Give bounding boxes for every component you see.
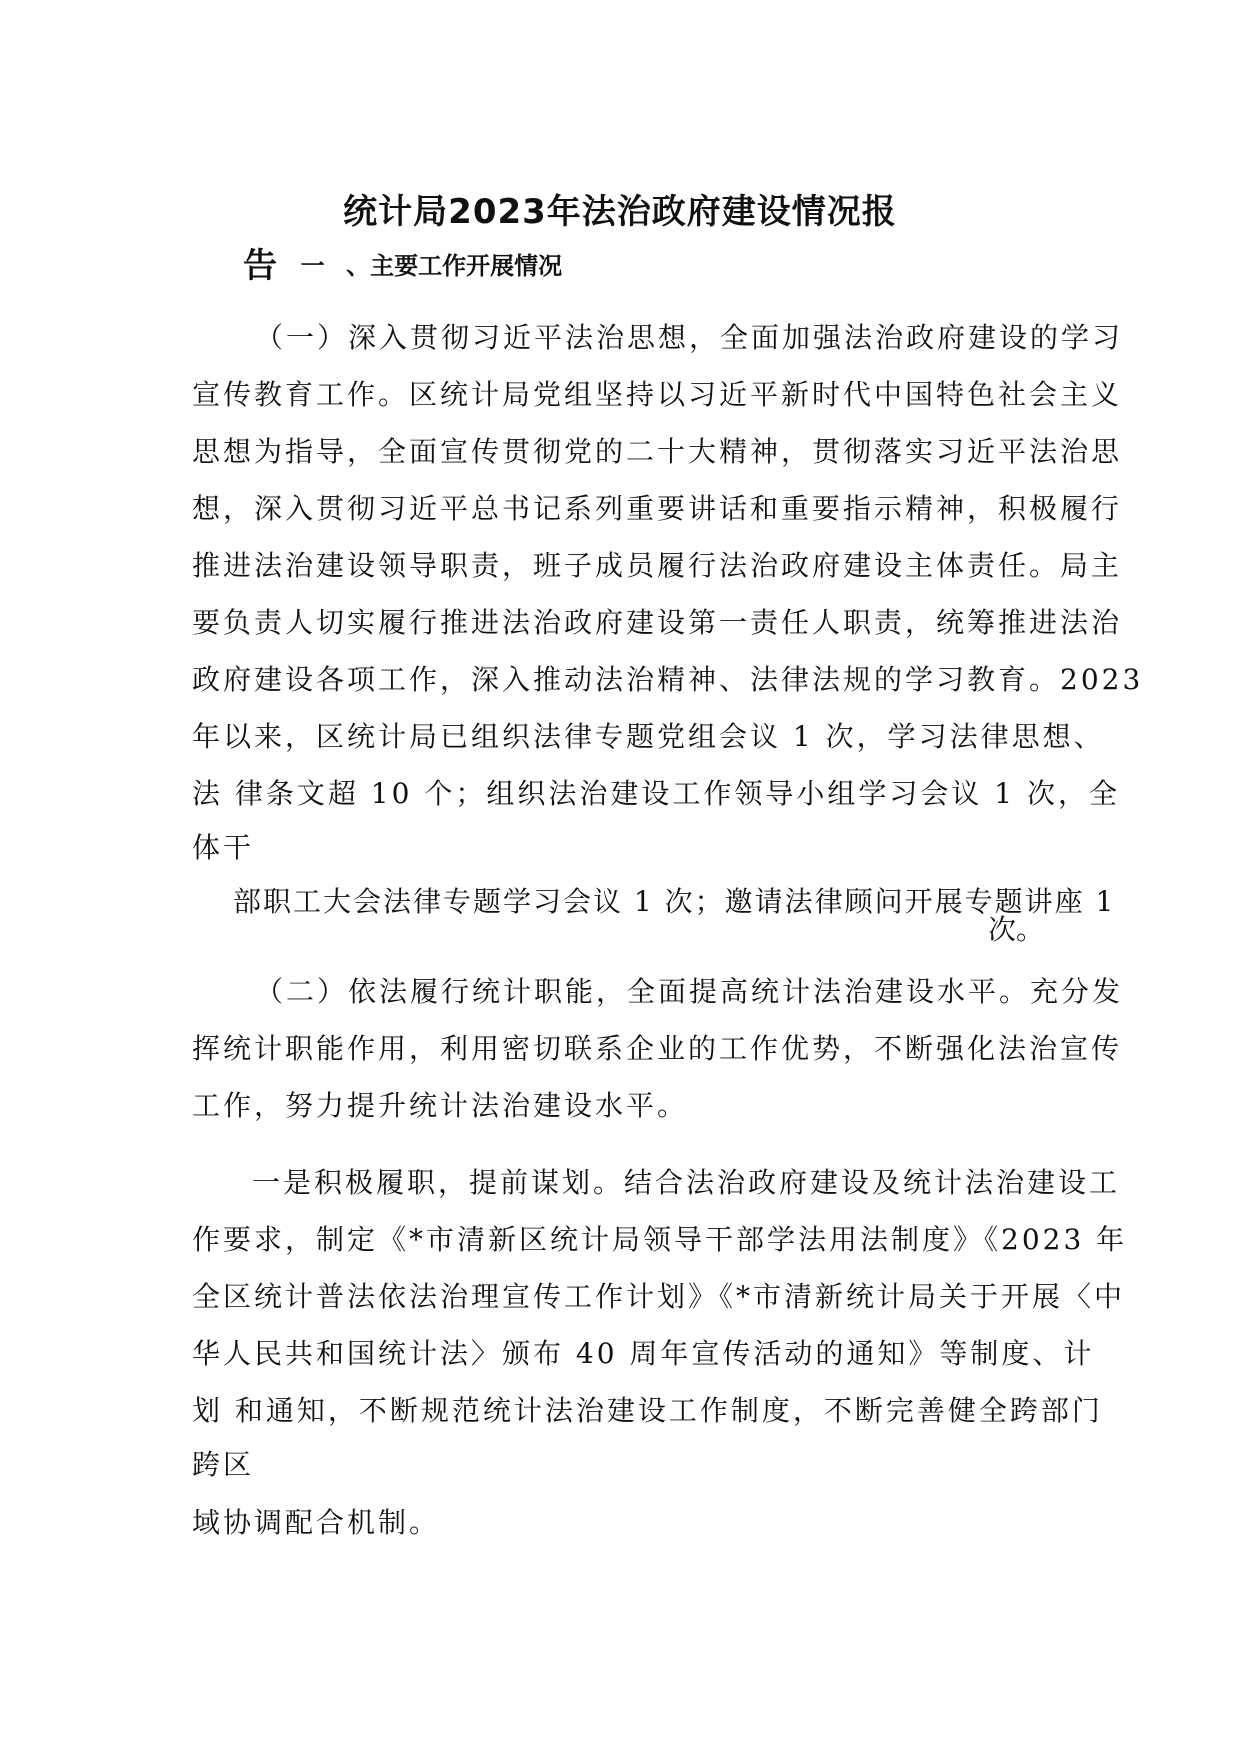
paragraph-1-line: 体干: [192, 831, 255, 864]
paragraph-2-line: 工作，努力提升统计法治建设水平。: [192, 1089, 689, 1122]
paragraph-1-line: 宣传教育工作。区统计局党组坚持以习近平新时代中国特色社会主义: [192, 378, 1123, 411]
title-overflow-char: 告: [243, 246, 277, 286]
section-heading-text: 、主要工作开展情况: [346, 252, 563, 280]
paragraph-1-tail-end: 次。: [987, 913, 1044, 946]
section-number: 一: [300, 252, 325, 280]
paragraph-3-line: 划 和通知，不断规范统计法治建设工作制度，不断完善健全跨部门: [192, 1394, 1103, 1427]
paragraph-3-line: 华人民共和国统计法〉颁布 40 周年宣传活动的通知》等制度、计: [192, 1337, 1095, 1370]
paragraph-1-line: 要负责人切实履行推进法治政府建设第一责任人职责，统筹推进法治: [192, 606, 1123, 639]
paragraph-2-line: （二）依法履行统计职能，全面提高统计法治建设水平。充分发: [255, 975, 1124, 1008]
paragraph-1-line: 法 律条文超 10 个；组织法治建设工作领导小组学习会议 1 次，全: [192, 777, 1120, 810]
paragraph-3-line: 域协调配合机制。: [192, 1506, 441, 1539]
paragraph-1-line: 年以来，区统计局已组织法律专题党组会议 1 次，学习法律思想、: [192, 720, 1105, 753]
paragraph-1-line: 推进法治建设领导职责，班子成员履行法治政府建设主体责任。局主: [192, 549, 1123, 582]
section-heading: [243, 246, 562, 286]
paragraph-1-line: 想，深入贯彻习近平总书记系列重要讲话和重要指示精神，积极履行: [192, 492, 1123, 525]
paragraph-2-line: 挥统计职能作用，利用密切联系企业的工作优势，不断强化法治宣传: [192, 1032, 1123, 1065]
paragraph-3-line: 作要求，制定《*市清新区统计局领导干部学法用法制度》《2023 年: [192, 1223, 1128, 1256]
paragraph-3-line: 一是积极履职，提前谋划。结合法治政府建设及统计法治建设工: [252, 1166, 1121, 1199]
paragraph-3-line: 全区统计普法依法治理宣传工作计划》《*市清新统计局关于开展〈中: [192, 1280, 1126, 1313]
paragraph-1-tail: 部职工大会法律专题学习会议 1 次；邀请法律顾问开展专题讲座 1: [233, 885, 1116, 918]
paragraph-3-line: 跨区: [192, 1448, 255, 1481]
paragraph-1-line: （一）深入贯彻习近平法治思想，全面加强法治政府建设的学习: [255, 321, 1124, 354]
paragraph-1-line: 思想为指导，全面宣传贯彻党的二十大精神，贯彻落实习近平法治思: [192, 435, 1123, 468]
paragraph-1-line: 政府建设各项工作，深入推动法治精神、法律法规的学习教育。2023: [192, 663, 1144, 696]
document-title: 统计局2023年法治政府建设情况报: [343, 192, 897, 232]
